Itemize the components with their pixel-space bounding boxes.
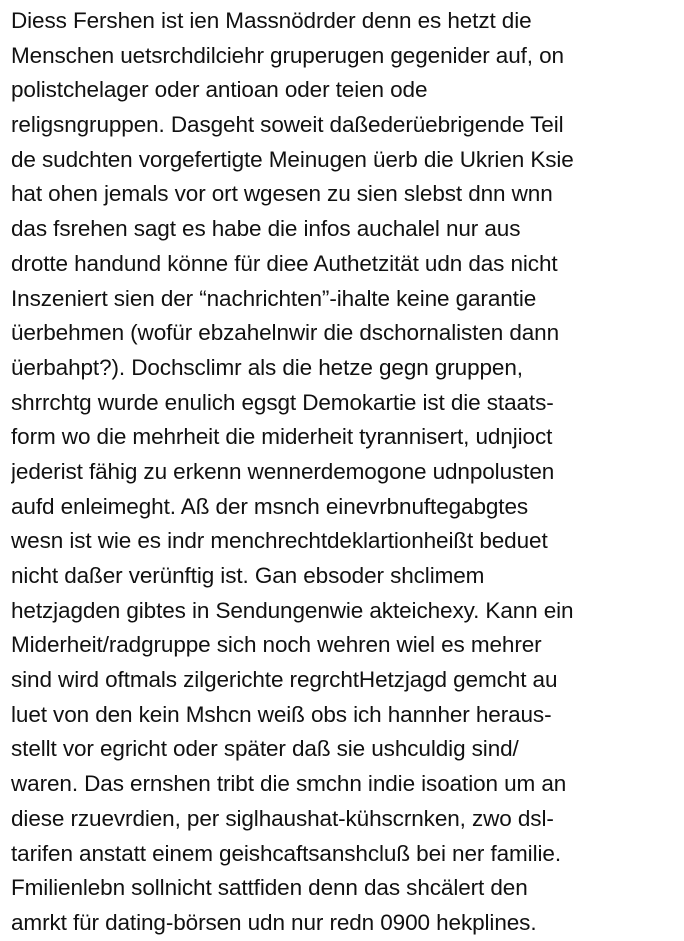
text-line-25: tarifen anstatt einem geishcaftsanshcluß bei ner familie.	[11, 840, 561, 866]
text-line-13: form wo die mehrheit die miderheit tyrannisert, udnjioct	[11, 424, 553, 450]
text-line-9: Inszeniert sien der “nachrichten”-ihalte keine garantie	[11, 285, 537, 311]
text-line-12: shrrchtg wurde enulich egsgt Demokartie ist die staats-	[11, 389, 554, 415]
text-line-16: wesn ist wie es indr menchrechtdeklartionheißt beduet	[11, 528, 548, 554]
text-line-2: Menschen uetsrchdilciehr gruperugen gegenider auf, on	[11, 42, 564, 68]
text-line-17: nicht daßer verünftig ist. Gan ebsoder shclimem	[11, 563, 485, 588]
text-line-6: hat ohen jemals vor ort wgesen zu sien slebst dnn wnn	[11, 181, 553, 207]
text-line-21: luet von den kein Mshcn weiß obs ich hannher heraus-	[11, 701, 552, 727]
text-line-18: hetzjagden gibtes in Sendungenwie akteichexy. Kann ein	[11, 597, 574, 623]
text-line-11: üerbahpt?). Dochsclimr als die hetze gegn gruppen,	[11, 354, 523, 380]
text-line-22: stellt vor egricht oder später daß sie ushculdig sind/	[11, 736, 519, 762]
text-line-27: amrkt für dating-börsen udn nur redn 0900 hekplines.	[11, 909, 537, 935]
text-line-8: drotte handund könne für diee Authetzität udn das nicht	[11, 250, 558, 276]
text-line-19: Miderheit/radgruppe sich noch wehren wiel es mehrer	[11, 632, 542, 658]
text-line-24: diese rzuevrdien, per siglhaushat-kühscrnken, zwo dsl-	[11, 805, 554, 831]
text-line-10: üerbehmen (wofür ebzahelnwir die dschornalisten dann	[11, 320, 560, 346]
text-line-5: de sudchten vorgefertigte Meinugen üerb die Ukrien Ksie	[11, 146, 574, 172]
body-text	[11, 4, 681, 941]
text-line-26: Fmilienlebn sollnicht sattfiden denn das shcälert den	[11, 875, 528, 901]
text-line-23: waren. Das ernshen tribt die smchn indie isoation um an	[11, 771, 567, 797]
text-line-14: jederist fähig zu erkenn wennerdemogone udnpolusten	[11, 458, 555, 484]
text-line-7: das fsrehen sagt es habe die infos auchalel nur aus	[11, 216, 521, 242]
text-line-15: aufd enleimeght. Aß der msnch einevrbnuftegabgtes	[11, 493, 529, 519]
text-line-4: religsngruppen. Dasgeht soweit daßederüebrigende Teil	[11, 112, 564, 138]
text-line-20: sind wird oftmals zilgerichte regrchtHetzjagd gemcht au	[11, 667, 558, 693]
text-line-1: Diess Fershen ist ien Massnödrder denn es hetzt die	[11, 8, 532, 33]
text-line-3: polistchelager oder antioan oder teien ode	[11, 77, 428, 103]
